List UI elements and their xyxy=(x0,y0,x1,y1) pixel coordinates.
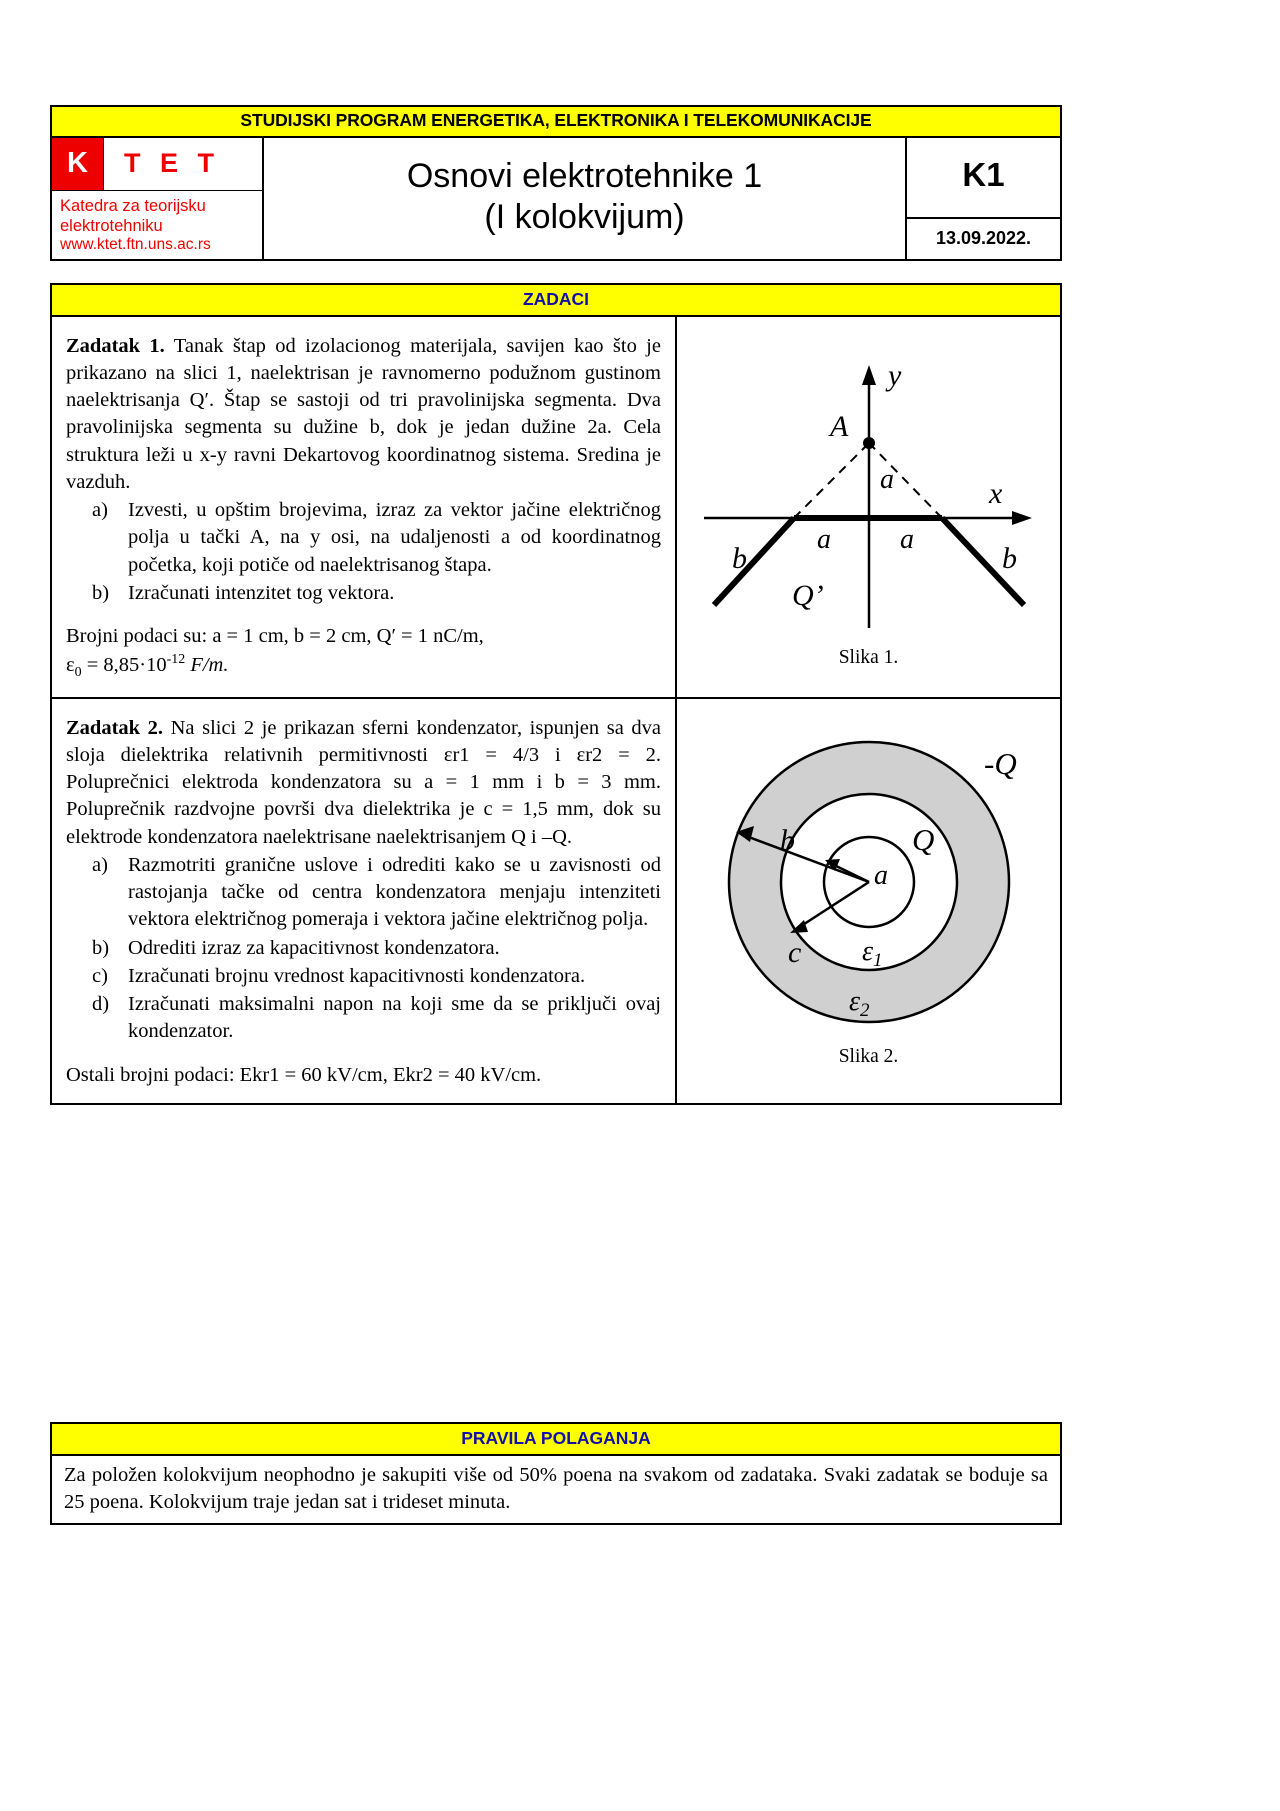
logo-k-mark: K xyxy=(52,138,104,190)
figure-2-label-c: c xyxy=(787,935,801,969)
problems-heading: ZADACI xyxy=(50,283,1062,317)
problem-2-item-c-text: Izračunati brojnu vrednost kapacitivnosti kondenzatora. xyxy=(128,964,586,987)
figure-2-label-a: a xyxy=(873,859,888,891)
list-item xyxy=(66,935,661,962)
exam-page xyxy=(50,105,1062,1105)
problem-1-subitems xyxy=(66,497,661,607)
problem-2-item-c-mark: c) xyxy=(92,964,108,987)
rules-heading: PRAVILA POLAGANJA xyxy=(50,1422,1062,1456)
department-logo-cell xyxy=(52,138,264,259)
problem-2-item-d-mark: d) xyxy=(92,993,110,1016)
course-title-line2: (I kolokvijum) xyxy=(484,198,685,237)
problem-1-item-b-text: Izračunati intenzitet tog vektora. xyxy=(128,581,395,604)
list-item xyxy=(66,497,661,579)
figure-1-label-y: y xyxy=(887,358,901,392)
figure-1-label-b-right: b xyxy=(1001,541,1017,575)
problems-section xyxy=(50,283,1062,1106)
eps-value: = 8,85·10 xyxy=(81,653,167,676)
eps-subscript: 0 xyxy=(74,664,82,680)
figure-1-label-a-right: a xyxy=(899,523,914,555)
problem-2-label: Zadatak 2. xyxy=(66,716,164,739)
figure-2-label-minus-Q: -Q xyxy=(983,745,1017,781)
problem-2-item-a-text: Razmotriti granične uslove i odrediti kako se u zavisnosti od rastojanja tačke od centra kondenzatora menjaju intenziteti vektora električnog pomeraja i vektora jačine električnog polja. xyxy=(128,853,661,931)
exam-date: 13.09.2022. xyxy=(935,228,1032,249)
problem-1-row xyxy=(50,317,1062,699)
problem-1-numeric-line1: Brojni podaci su: a = 1 cm, b = 2 cm, Q′ = 1 nC/m, xyxy=(66,625,484,648)
logo-top-row xyxy=(52,138,262,191)
figure-1-label-b-left: b xyxy=(731,541,747,575)
eps-symbol: ε xyxy=(66,653,75,676)
list-item xyxy=(66,991,661,1046)
department-url[interactable]: www.ktet.ftn.uns.ac.rs xyxy=(60,235,211,253)
exam-code-badge: K1 xyxy=(907,138,1060,219)
department-name-line2: elektrotehniku xyxy=(60,216,163,235)
eps-exponent: -12 xyxy=(166,651,186,667)
figure-2-label-eps1: $\varepsilon_1$ xyxy=(861,935,883,971)
problem-2-item-a-mark: a) xyxy=(92,853,108,876)
problem-2-subitems xyxy=(66,852,661,1046)
problem-1-numeric-line2 xyxy=(66,651,661,683)
eps-unit: F/m. xyxy=(185,653,229,676)
figure-1-label-a-vertical: a xyxy=(879,463,894,495)
header-table xyxy=(50,138,1062,261)
figure-1-label-x: x xyxy=(988,476,1002,510)
figure-2-caption: Slika 2. xyxy=(838,1045,899,1067)
figure-1-label-a-left: a xyxy=(816,523,831,555)
department-name-line1: Katedra za teorijsku xyxy=(60,196,206,215)
figure-1-label-charge: Q’ xyxy=(791,578,824,612)
list-item xyxy=(66,963,661,990)
problem-2-figure-cell xyxy=(677,699,1060,1104)
problem-2-row xyxy=(50,699,1062,1106)
department-name xyxy=(52,191,262,259)
rules-text: Za položen kolokvijum neophodno je sakupiti više od 50% poena na svakom od zadataka. Svaki zadatak se boduje sa 25 poena. Kolokvijum traje jedan sat i trideset minuta. xyxy=(50,1456,1062,1525)
figure-1-caption: Slika 1. xyxy=(838,646,899,668)
figure-1-diagram xyxy=(684,343,1054,643)
problem-1-item-a-text: Izvesti, u opštim brojevima, izraz za vektor jačine električnog polja u tački A, na y osi, na udaljenosti a od koordinatnog početka, koji potiče od naelektrisanog štapa. xyxy=(128,499,661,576)
problem-1-numeric-data xyxy=(66,623,661,682)
logo-tet-mark: T E T xyxy=(124,148,220,178)
figure-1-label-A: A xyxy=(829,409,848,443)
problem-2-item-b-text: Odrediti izraz za kapacitivnost kondenzatora. xyxy=(128,936,500,959)
program-banner: STUDIJSKI PROGRAM ENERGETIKA, ELEKTRONIKA I TELEKOMUNIKACIJE xyxy=(50,105,1062,138)
problem-1-item-b-mark: b) xyxy=(92,581,110,604)
problem-2-text xyxy=(52,699,677,1104)
problem-1-figure-cell xyxy=(677,317,1060,697)
figure-2-label-Q: Q xyxy=(911,821,934,857)
course-title-line1: Osnovi elektrotehnike 1 xyxy=(406,156,763,195)
figure-2-label-eps2: $\varepsilon_2$ xyxy=(848,985,870,1021)
problem-1-item-a-mark: a) xyxy=(92,499,108,522)
exam-meta-cell xyxy=(905,138,1060,259)
figure-2-diagram xyxy=(694,732,1044,1042)
problem-1-lead xyxy=(66,333,661,497)
problem-2-body: Na slici 2 je prikazan sferni kondenzator, ispunjen sa dva sloja dielektrika relativnih permitivnosti εr1 = 4/3 i εr2 = 2. Poluprečnici elektroda kondenzatora su a = 1 mm i b = 3 mm. Poluprečnik razdvojne površi dva dielektrika je c = 1,5 mm, dok su elektrode kondenzatora naelektrisane naelektrisanjem Q i –Q. xyxy=(66,716,661,848)
problem-1-body: Tanak štap od izolacionog materijala, savijen kao što je prikazano na slici 1, naelektrisan je ravnomerno podužnom gustinom naelektrisanja Q′. Štap se sastoji od tri pravolinijska segmenta. Dva pravolinijska segmenta su dužine b, dok je jedan dužine 2a. Cela struktura leži u x-y ravni Dekartovog koordinatnog sistema. Sredina je vazduh. xyxy=(66,334,661,493)
problem-1-text xyxy=(52,317,677,697)
problem-2-numeric-data: Ostali brojni podaci: Ekr1 = 60 kV/cm, Ekr2 = 40 kV/cm. xyxy=(66,1063,542,1086)
problem-2-lead xyxy=(66,715,661,851)
rules-section xyxy=(50,1422,1062,1525)
problem-2-item-d-text: Izračunati maksimalni napon na koji sme da se priključi ovaj kondenzator. xyxy=(128,993,661,1043)
problem-2-item-b-mark: b) xyxy=(92,936,110,959)
list-item xyxy=(66,580,661,607)
figure-2-label-b: b xyxy=(779,823,795,857)
course-title-cell xyxy=(264,138,905,259)
list-item xyxy=(66,852,661,934)
problem-1-label: Zadatak 1. xyxy=(66,334,165,357)
